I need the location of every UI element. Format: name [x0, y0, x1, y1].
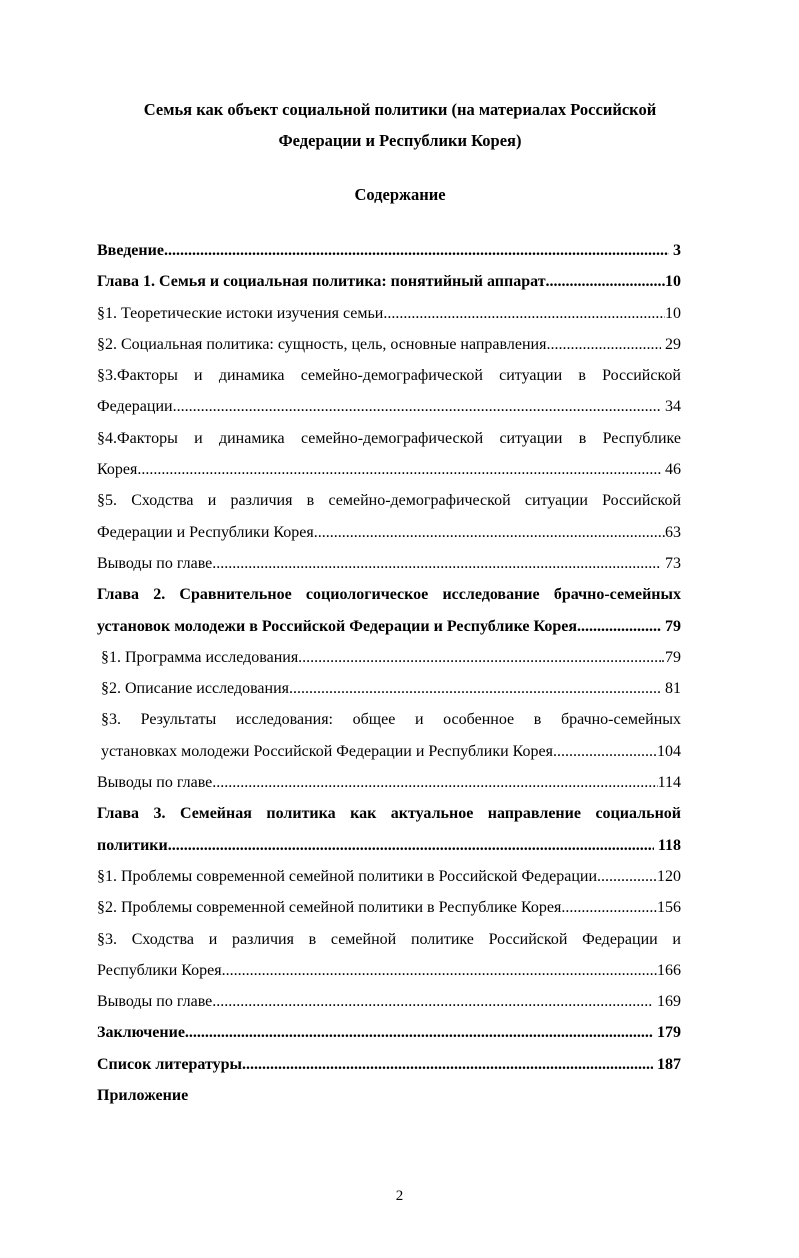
toc-entry-page: 118	[653, 836, 681, 854]
toc-entry-page: 120	[657, 867, 681, 885]
page-number: 2	[395, 1188, 404, 1204]
toc-entry-text: Заключение	[97, 1024, 185, 1042]
toc-entry-text: Федерации	[97, 398, 173, 416]
toc-entry-text: §2. Проблемы современной семейной политики в Республике Корея	[97, 899, 562, 917]
toc-entry-line	[97, 517, 681, 548]
dot-leader	[212, 767, 657, 798]
toc-entry-text: §1. Теоретические истоки изучения семьи	[97, 304, 384, 322]
dot-leader	[212, 986, 653, 1017]
toc-entry-line	[97, 579, 681, 610]
toc-entry-line	[97, 798, 681, 829]
toc-entry-line	[97, 830, 681, 861]
toc-entry[interactable]	[97, 1080, 681, 1111]
toc-entry-text: Республики Корея	[97, 961, 222, 979]
toc-entry-page: 10	[665, 273, 681, 291]
dot-leader	[289, 673, 661, 704]
toc-entry[interactable]	[97, 1049, 681, 1080]
toc-entry-line	[97, 892, 681, 923]
toc-entry[interactable]	[97, 767, 681, 798]
toc-entry-page: 114	[657, 774, 681, 792]
toc-entry[interactable]	[97, 704, 681, 767]
toc-entry[interactable]	[97, 892, 681, 923]
toc-entry-text: Глава 2. Сравнительное социологическое исследование брачно-семейных	[97, 586, 681, 604]
dot-leader	[546, 266, 665, 297]
toc-entry[interactable]	[97, 329, 681, 360]
toc-entry-text: Глава 1. Семья и социальная политика: понятийный аппарат	[97, 273, 546, 291]
toc-entry-line	[101, 704, 681, 735]
toc-entry-line	[97, 423, 681, 454]
toc-entry-page: 187	[653, 1055, 681, 1073]
toc-entry-page: 29	[661, 335, 681, 353]
toc-entry-page: 169	[653, 993, 681, 1011]
toc-entry-line	[101, 673, 681, 704]
toc-entry-text: Выводы по главе	[97, 993, 213, 1011]
toc-entry-page: 10	[665, 304, 681, 322]
toc-entry-line	[97, 986, 681, 1017]
toc-entry[interactable]	[97, 235, 681, 266]
toc-entry-line	[97, 360, 681, 391]
toc-entry-line	[97, 955, 681, 986]
dot-leader	[577, 611, 661, 642]
toc-entry-text: Корея	[97, 461, 138, 479]
toc-entry[interactable]	[97, 861, 681, 892]
toc-entry-text: Федерации и Республики Корея	[97, 523, 314, 541]
toc-entry-text: установок молодежи в Российской Федерации и Республике Корея	[97, 617, 577, 635]
toc-entry[interactable]	[97, 798, 681, 861]
toc-entry-page: 46	[661, 461, 681, 479]
toc-entry-line	[97, 391, 681, 422]
dot-leader	[222, 955, 657, 986]
dot-leader	[242, 1049, 653, 1080]
dot-leader	[553, 736, 657, 767]
toc-entry-page: 179	[653, 1024, 681, 1042]
toc-entry-text: §4.Факторы и динамика семейно-демографической ситуации в Республике	[97, 429, 681, 447]
toc-entry-line	[101, 642, 681, 673]
toc-entry-line	[97, 1080, 681, 1111]
toc-entry-text: §2. Социальная политика: сущность, цель, основные направления	[97, 335, 547, 353]
toc-entry-text: Глава 3. Семейная политика как актуальное направление социальной	[97, 805, 681, 823]
toc-entry-line	[97, 266, 681, 297]
contents-heading: Содержание	[354, 185, 446, 204]
toc-entry-text: Введение	[97, 242, 164, 259]
dot-leader	[314, 517, 665, 548]
toc-entry-text: §1. Программа исследования	[101, 648, 299, 666]
toc-entry-line	[97, 454, 681, 485]
toc-entry-line	[97, 329, 681, 360]
toc-entry-text: §3. Сходства и различия в семейной политике Российской Федерации и	[97, 930, 681, 948]
toc-entry[interactable]	[97, 986, 681, 1017]
toc-entry-text: Выводы по главе	[97, 554, 213, 572]
dot-leader	[173, 391, 661, 422]
toc-entry[interactable]	[97, 485, 681, 548]
dot-leader	[597, 861, 657, 892]
dot-leader	[164, 235, 669, 266]
toc-entry-line	[97, 1017, 681, 1048]
toc-entry-line	[97, 485, 681, 516]
toc-entry[interactable]	[97, 360, 681, 423]
toc-entry-text: Список литературы	[97, 1055, 242, 1073]
toc-entry-page: .79	[661, 648, 681, 666]
toc-entry[interactable]	[97, 266, 681, 297]
dot-leader	[212, 548, 661, 579]
toc-entry-text: установках молодежи Российской Федерации и Республики Корея	[101, 742, 554, 760]
toc-entry-text: §5. Сходства и различия в семейно-демографической ситуации Российской	[97, 492, 681, 510]
toc-entry-page: 81	[661, 680, 681, 698]
toc-entry[interactable]	[97, 298, 681, 329]
toc-entry-page: 166	[657, 961, 681, 979]
toc-entry-text: Выводы по главе	[97, 774, 213, 792]
toc-entry[interactable]	[97, 423, 681, 486]
dot-leader	[298, 642, 661, 673]
toc-entry-page: 104	[657, 742, 681, 760]
toc-entry-text: §3.Факторы и динамика семейно-демографической ситуации в Российской	[97, 367, 681, 385]
toc-entry-page: 156	[657, 899, 681, 917]
toc-entry-text: §1. Проблемы современной семейной политики в Российской Федерации	[97, 867, 597, 885]
toc-entry-page: 63	[665, 523, 681, 541]
table-of-contents	[97, 235, 681, 1111]
toc-entry-text: Приложение	[97, 1087, 189, 1105]
dot-leader	[561, 892, 657, 923]
toc-entry-page: 3	[669, 242, 681, 259]
toc-entry[interactable]	[97, 673, 681, 704]
toc-entry[interactable]	[97, 642, 681, 673]
toc-entry-text: §3. Результаты исследования: общее и особенное в брачно-семейных	[101, 711, 681, 729]
document-title-line-2: Федерации и Республики Корея)	[278, 131, 522, 150]
dot-leader	[546, 329, 661, 360]
dot-leader	[137, 454, 661, 485]
toc-entry-line	[97, 298, 681, 329]
toc-entry-text: §2. Описание исследования	[101, 680, 290, 698]
toc-entry-line	[97, 861, 681, 892]
toc-entry-line	[97, 235, 681, 266]
toc-entry-line	[97, 611, 681, 642]
toc-entry-page: 79	[661, 617, 681, 635]
dot-leader	[168, 830, 654, 861]
toc-entry-line	[97, 1049, 681, 1080]
toc-entry[interactable]	[97, 579, 681, 642]
dot-leader	[383, 298, 665, 329]
toc-entry-line	[97, 924, 681, 955]
toc-entry[interactable]	[97, 1017, 681, 1048]
toc-entry-page: 73	[661, 554, 681, 572]
dot-leader	[185, 1017, 653, 1048]
toc-entry-text: политики	[97, 836, 168, 854]
toc-entry-line	[97, 548, 681, 579]
toc-entry-page: 34	[661, 398, 681, 416]
toc-entry[interactable]	[97, 924, 681, 987]
toc-entry-line	[97, 767, 681, 798]
document-title-line-1: Семья как объект социальной политики (на материалах Российской	[143, 100, 657, 119]
toc-entry-line	[101, 736, 681, 767]
toc-entry[interactable]	[97, 548, 681, 579]
